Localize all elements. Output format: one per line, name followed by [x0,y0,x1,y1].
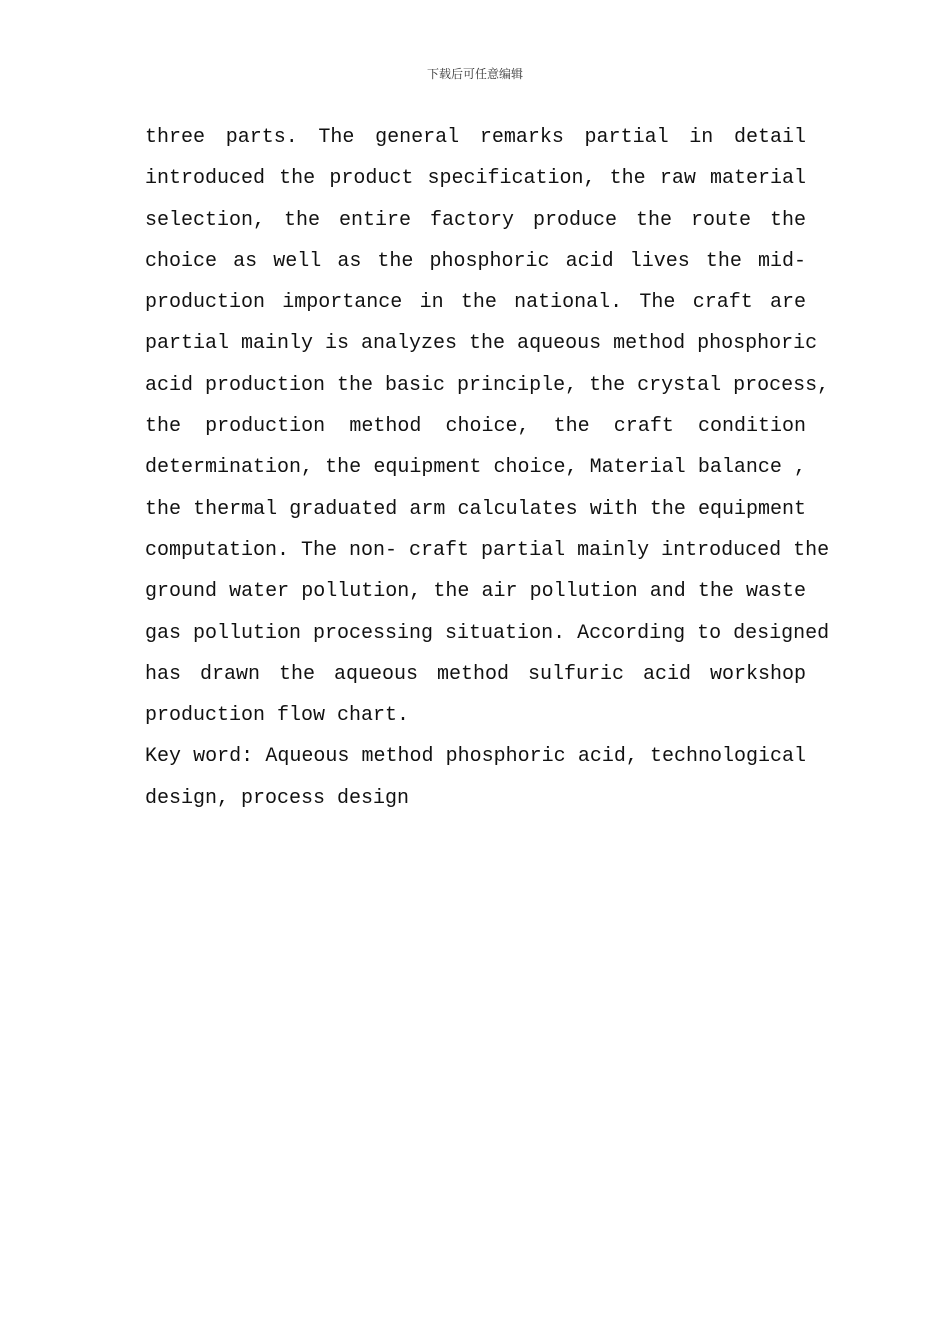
abstract-line: has drawn the aqueous method sulfuric acid workshop [145,662,806,686]
abstract-line: choice as well as the phosphoric acid lives the mid- [145,249,806,273]
page-header: 下载后可任意编辑 [426,67,523,81]
keywords-line: Key word: Aqueous method phosphoric acid, technological [145,745,806,769]
abstract-line: production flow chart. [145,704,410,728]
abstract-line: acid production the basic principle, the crystal process, [145,373,830,397]
abstract-line: gas pollution processing situation. According to designed [145,621,830,645]
abstract-line: ground water pollution, the air pollution and the waste [145,580,806,604]
abstract-line: three parts. The general remarks partial in detail [145,126,806,149]
abstract-line: the production method choice, the craft condition [145,415,806,439]
keywords-line: design, process design [145,786,410,810]
abstract-body [145,117,830,819]
abstract-line: selection, the entire factory produce the route the [145,208,806,232]
abstract-line: production importance in the national. The craft are [145,291,806,315]
abstract-line: determination, the equipment choice, Material balance , [145,456,806,480]
abstract-line: partial mainly is analyzes the aqueous method phosphoric [145,332,818,356]
abstract-line: introduced the product specification, the raw material [145,167,806,191]
abstract-line: computation. The non- craft partial mainly introduced the [145,538,830,562]
abstract-line: the thermal graduated arm calculates with the equipment [145,497,806,521]
